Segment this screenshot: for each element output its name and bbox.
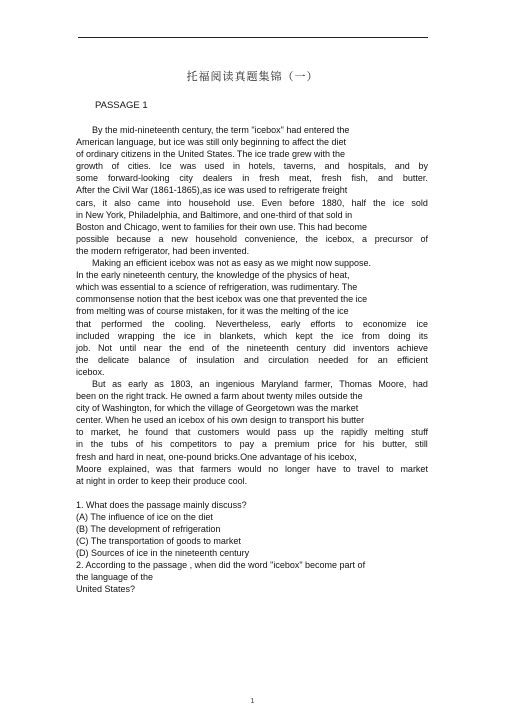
question-line: (B) The development of refrigeration — [76, 524, 221, 534]
text-line: possible because a new household convenience, the icebox, a precursor of — [76, 233, 428, 244]
text-line: city of Washington, for which the village of Georgetown was the market — [76, 403, 359, 414]
text-line: of ordinary citizens in the United States. The ice trade grew with the — [76, 149, 345, 160]
text-line: that performed the cooling. Nevertheless, early efforts to economize ice — [76, 318, 428, 329]
text-line: job. Not until near the end of the nineteenth century did inventors achieve — [76, 342, 428, 353]
text-line: the modern refrigerator, had been invented. — [76, 245, 250, 256]
question-line: the language of the — [76, 572, 154, 583]
paragraph — [76, 124, 428, 257]
text-line: from melting was of course mistaken, for it was the melting of the ice — [76, 306, 349, 317]
text-line: center. When he used an icebox of his own design to transport his butter — [76, 415, 365, 426]
text-line: icebox. — [76, 366, 105, 377]
page-title: 托福阅读真题集锦（一） — [186, 70, 319, 83]
text-line: the delicate balance of insulation and circulation needed for an efficient — [76, 354, 428, 365]
text-line: After the Civil War (1861-1865),as ice was used to refrigerate freight — [76, 185, 348, 196]
text-line: been on the right track. He owned a farm about twenty miles outside the — [76, 391, 363, 402]
text-line: some forward-looking city dealers in fresh meat, fresh fish, and butter. — [76, 173, 428, 184]
text-line: fresh and hard in neat, one-pound bricks.One advantage of his icebox, — [76, 451, 357, 462]
text-line: at night in order to keep their produce cool. — [76, 475, 248, 486]
question-line: (C) The transportation of goods to market — [76, 536, 241, 547]
text-line: American language, but ice was still only beginning to affect the diet — [76, 137, 346, 148]
header-rule — [78, 37, 428, 38]
text-line: By the mid-nineteenth century, the term "icebox" had entered the — [92, 125, 350, 135]
paragraph — [76, 257, 428, 378]
text-line: In the early nineteenth century, the knowledge of the physics of heat, — [76, 270, 350, 281]
text-line: cars, it also came into household use. Even before 1880, half the ice sold — [76, 197, 428, 208]
text-line: in the tubs of his competitors to pay a premium price for his butter, still — [76, 439, 428, 450]
text-line: to market, he found that customers would pass up the rapidly melting stuff — [76, 427, 428, 438]
question-line: 2. According to the passage , when did the word "icebox" become part of — [76, 560, 366, 571]
passage-heading: PASSAGE 1 — [95, 100, 148, 111]
question-line: 1. What does the passage mainly discuss? — [76, 499, 247, 510]
text-line: included wrapping the ice in blankets, which kept the ice from doing its — [76, 330, 428, 341]
text-line: which was essential to a science of refrigeration, was rudimentary. The — [76, 282, 358, 293]
text-line: But as early as 1803, an ingenious Maryland farmer, Thomas Moore, had — [92, 378, 428, 389]
paragraph — [76, 378, 428, 487]
text-line: Making an efficient icebox was not as easy as we might now suppose. — [92, 258, 371, 269]
text-line: commonsense notion that the best icebox was one that prevented the ice — [76, 294, 368, 305]
text-line: in New York, Philadelphia, and Baltimore, and one-third of that sold in — [76, 209, 353, 220]
page-number: 1 — [250, 698, 255, 705]
text-line: growth of cities. Ice was used in hotels, taverns, and hospitals, and by — [76, 161, 428, 172]
text-line: Boston and Chicago, went to families for their own use. This had become — [76, 221, 367, 232]
question-line: (A) The influence of ice on the diet — [76, 511, 213, 522]
text-line: Moore explained, was that farmers would no longer have to travel to market — [76, 463, 428, 474]
question-line: United States? — [76, 584, 136, 595]
passage-body — [76, 124, 428, 596]
question-line: (D) Sources of ice in the nineteenth century — [76, 548, 250, 559]
